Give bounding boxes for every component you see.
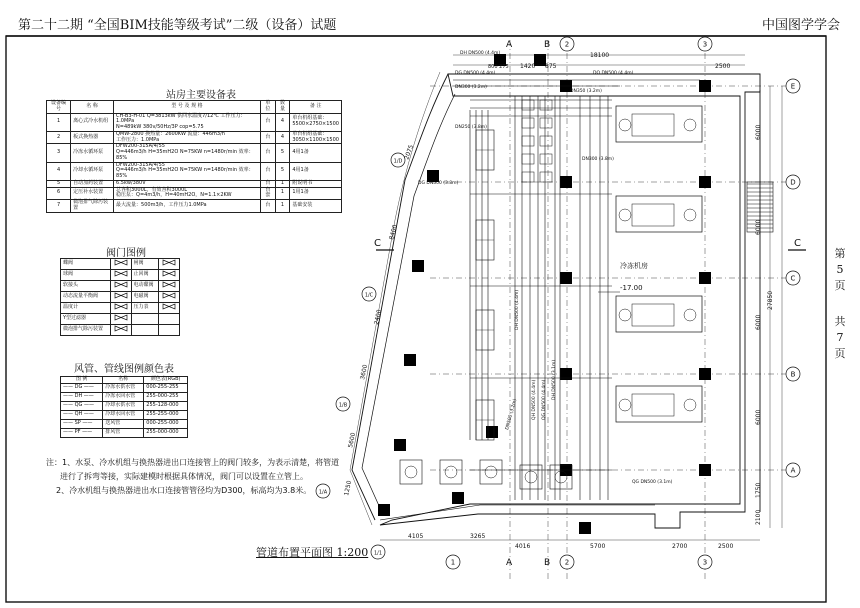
table-cell: 蝶阀 xyxy=(61,259,111,270)
chiller-unit xyxy=(616,106,702,142)
dim-text-right: 2100 xyxy=(755,509,762,525)
grid-bubble-label: 1/C xyxy=(364,292,374,299)
dim-text-right: 27850 xyxy=(767,290,774,310)
table-cell: 4用1备 xyxy=(290,162,342,180)
chiller-unit xyxy=(616,296,702,332)
grid-bubble-label: B xyxy=(790,370,796,379)
grid-bubble-label: 1/B xyxy=(338,402,348,409)
table-row xyxy=(61,270,180,281)
chiller-motor xyxy=(619,309,631,321)
dim-text-right: 6000 xyxy=(755,124,762,140)
chiller-unit xyxy=(616,386,702,422)
structural-column xyxy=(699,80,711,92)
valve-symbol-icon xyxy=(114,270,128,277)
table-cell: 4 xyxy=(275,113,290,131)
table-row xyxy=(61,401,188,410)
table-cell: 4 xyxy=(47,162,71,180)
table-cell: 台 xyxy=(260,200,275,213)
page-indicator xyxy=(832,246,848,362)
pipe-label: QG DN500 (4.4m) xyxy=(542,379,547,420)
dim-text-right: 6000 xyxy=(755,219,762,235)
table-cell: 台 xyxy=(260,113,275,131)
section-marker: A xyxy=(506,558,513,568)
pipe-label: DG DN500 (4.4m) xyxy=(455,71,496,76)
unit-detail xyxy=(485,466,497,478)
table-cell: 自动加药装置 xyxy=(71,180,114,187)
valve-symbol-icon xyxy=(114,259,128,266)
pipe-header-cell: 名称 xyxy=(103,377,144,384)
table-cell: DFW200-315A/4/55 Q=446m3/h H=35mH2O N=75KW n=1480r/min 效率：85% xyxy=(114,162,261,180)
table-cell: 冷却水循环泵 xyxy=(71,162,114,180)
unit-detail xyxy=(405,466,417,478)
table-cell: 闸阀 xyxy=(131,259,159,270)
structural-column xyxy=(412,260,424,272)
chiller-motor xyxy=(619,209,631,221)
water-treatment-unit xyxy=(440,460,462,484)
valve-symbol-icon xyxy=(162,270,176,277)
table-cell: Y型过滤器 xyxy=(61,314,111,325)
table-cell: 压力表 xyxy=(131,303,159,314)
dim-text-top: 800 275 xyxy=(488,64,509,70)
table-cell xyxy=(159,259,180,270)
table-cell: 软接头 xyxy=(61,281,111,292)
table-cell: —— SP —— xyxy=(61,419,103,428)
table-row xyxy=(61,383,188,392)
table-cell xyxy=(159,303,180,314)
table-row xyxy=(47,113,342,131)
table-cell: 板式换热器 xyxy=(71,131,114,144)
unit-detail xyxy=(445,466,457,478)
table-row xyxy=(47,131,342,144)
table-cell: 1 xyxy=(275,187,290,200)
pipe-label: DN300 (3.8m) xyxy=(582,157,614,162)
grid-bubble-label: E xyxy=(790,82,796,91)
pipe-label: QG DN500 (3.1m) xyxy=(632,480,673,485)
table-cell: —— QH —— xyxy=(61,410,103,419)
valve-symbol-icon xyxy=(114,325,128,332)
valve-symbol-icon xyxy=(114,314,128,321)
table-cell: 1 xyxy=(275,200,290,213)
equipment-header-cell: 名 称 xyxy=(71,101,114,114)
table-cell: 台 xyxy=(260,180,275,187)
table-row xyxy=(61,419,188,428)
chiller-motor xyxy=(684,309,696,321)
table-cell: 微泡排气除污装置 xyxy=(61,325,111,336)
grid-bubble-label: 2 xyxy=(564,558,570,567)
chiller-motor xyxy=(684,399,696,411)
structural-column xyxy=(378,504,390,516)
table-cell: QMW-2800 换热量：2600KW 流量：446m3/h 工作压力：1.0MPa xyxy=(114,131,261,144)
table-cell: 4 xyxy=(275,131,290,144)
table-cell: 微泡排气除污装置 xyxy=(71,200,114,213)
valve-symbol-icon xyxy=(114,292,128,299)
pipe-label: DN300 (3.2m) xyxy=(455,85,487,90)
pipe-label: QH DN500 (4.4m) xyxy=(532,379,537,420)
chiller-motor xyxy=(684,209,696,221)
dim-text-bottom: 4105 xyxy=(408,533,424,540)
table-cell: —— QG —— xyxy=(61,401,103,410)
table-cell: —— DG —— xyxy=(61,383,103,392)
table-row xyxy=(47,180,342,187)
section-marker: B xyxy=(544,558,551,568)
dim-text-right: 6000 xyxy=(755,314,762,330)
dim-text-top: 1420 xyxy=(520,63,536,70)
pipe-label: DQ DN500 (4.4m) xyxy=(593,71,634,76)
table-cell: 1 xyxy=(275,180,290,187)
table-cell: —— PF —— xyxy=(61,428,103,437)
dim-text-left: 3600 xyxy=(359,364,370,381)
table-cell xyxy=(110,325,131,336)
equipment-header-cell: 设备编号 xyxy=(47,101,71,114)
note-line: 进行了拆弯等接，实际建模时根据具体情况，阀门可以设置在立管上。 xyxy=(60,472,308,481)
table-cell xyxy=(159,325,180,336)
equipment-table-title: 站房主要设备表 xyxy=(166,90,236,101)
table-cell: 基础安装 xyxy=(290,200,342,213)
table-cell: 温度计 xyxy=(61,303,111,314)
page-number: 第 5 页 xyxy=(834,247,846,292)
table-cell xyxy=(110,270,131,281)
table-cell xyxy=(110,314,131,325)
table-cell xyxy=(110,292,131,303)
organization: 中国图学学会 xyxy=(761,18,840,33)
table-row xyxy=(61,259,180,270)
table-row xyxy=(47,187,342,200)
table-row xyxy=(47,162,342,180)
dim-text-bottom: 4016 xyxy=(515,543,531,550)
note-line: 2、冷水机组与换热器进出水口连接管管径均为D300，标高均为3.8米。 xyxy=(56,486,312,495)
table-cell: 7 xyxy=(47,200,71,213)
elevation-label: -17.00 xyxy=(620,284,643,292)
section-marker: B xyxy=(544,40,551,50)
table-row xyxy=(61,314,180,325)
table-cell: DFW200-315A/4/55 Q=446m3/h H=35mH2O N=75KW n=1480r/min 效率：85% xyxy=(114,144,261,162)
table-cell: 4用1备 xyxy=(290,144,342,162)
table-cell: 6.5kw/380V xyxy=(114,180,261,187)
grid-bubble-label: 1/A xyxy=(318,489,328,496)
chiller-body xyxy=(632,394,674,416)
grid-bubble-label: 1 xyxy=(450,558,456,567)
valve-symbol-icon xyxy=(114,303,128,310)
table-cell: 1 xyxy=(47,113,71,131)
chiller-unit xyxy=(616,196,702,232)
table-cell: 5 xyxy=(275,162,290,180)
table-cell: 送风管 xyxy=(103,419,144,428)
table-row xyxy=(47,144,342,162)
dim-text-left: 8400 xyxy=(388,223,399,241)
chiller-motor xyxy=(619,399,631,411)
dim-text-left: 1250 xyxy=(343,480,354,497)
structural-column xyxy=(560,176,572,188)
valve-legend-title: 阀门图例 xyxy=(106,248,146,259)
pump-unit xyxy=(522,154,534,164)
table-cell: 台 xyxy=(260,131,275,144)
dim-text-bottom: 3265 xyxy=(470,533,486,540)
pump-unit xyxy=(540,136,552,146)
valve-symbol-icon xyxy=(162,259,176,266)
table-cell: 排风管 xyxy=(103,428,144,437)
plan-drawing xyxy=(316,37,806,580)
grid-bubble-label: D xyxy=(790,178,796,187)
pump-unit xyxy=(540,154,552,164)
pump-unit xyxy=(540,100,552,110)
table-cell: CH-B3-H-01 Q=3813kW 供回水温度7/12℃ 工作压力：1.0MPa N=489kW 380v/50Hz/3P cop=5.75 xyxy=(114,113,261,131)
page-total: 共 7 页 xyxy=(834,315,846,360)
exam-title: 第二十二期 “全国BIM技能等级考试”二级（设备）试题 xyxy=(18,18,337,33)
table-cell: 最大流量：500m3/h，工作压力1.0MPa xyxy=(114,200,261,213)
pump-unit xyxy=(522,100,534,110)
table-cell: 冷冻水回水管 xyxy=(103,392,144,401)
table-cell: 离心式冷水机组 xyxy=(71,113,114,131)
table-cell: 5 xyxy=(47,180,71,187)
table-cell: 000-255-000 xyxy=(144,419,188,428)
table-row xyxy=(61,303,180,314)
table-cell: 附说明书 xyxy=(290,180,342,187)
structural-column xyxy=(394,439,406,451)
chiller-body xyxy=(632,204,674,226)
valve-symbol-icon xyxy=(162,303,176,310)
pump-unit xyxy=(540,118,552,128)
table-row xyxy=(61,410,188,419)
note-line: 注：1、水泵、冷水机组与换热器进出口连接管上的阀门较多，为表示清楚，将管道 xyxy=(46,458,340,467)
table-row xyxy=(61,325,180,336)
chiller-motor xyxy=(619,119,631,131)
table-cell: 台 xyxy=(260,144,275,162)
grid-bubble-label: 2 xyxy=(564,40,570,49)
structural-column xyxy=(560,272,572,284)
table-cell xyxy=(159,281,180,292)
table-cell: 定压补水装置 xyxy=(71,187,114,200)
pump-unit xyxy=(522,172,534,182)
table-cell xyxy=(159,270,180,281)
equipment-header-cell: 备 注 xyxy=(290,101,342,114)
table-row xyxy=(61,392,188,401)
structural-column xyxy=(699,272,711,284)
notes xyxy=(46,456,346,498)
pipe-label: DN350 (3.2m) xyxy=(570,89,602,94)
chiller-body xyxy=(632,114,674,136)
table-cell: 255-000-000 xyxy=(144,428,188,437)
table-row xyxy=(61,292,180,303)
dim-text-bottom: 5700 xyxy=(590,543,606,550)
table-cell: 总容积3000L，有效容积3000L 稳压泵：Q=4m3/h，H=40mH2O，N=1.1×2KW xyxy=(114,187,261,200)
pipe-label: DG DN500 (3.8m) xyxy=(418,181,459,186)
pipe-legend-table xyxy=(60,376,188,438)
pump-unit xyxy=(540,172,552,182)
chiller-body xyxy=(632,304,674,326)
pipe-label: DN500 (3.2m) xyxy=(505,398,519,431)
table-cell: 5 xyxy=(275,144,290,162)
table-cell: 3 xyxy=(47,144,71,162)
pipe-header-cell: 图 例 xyxy=(61,377,103,384)
table-cell xyxy=(159,314,180,325)
table-cell: 冷冻水循环泵 xyxy=(71,144,114,162)
grid-bubble-label: 3 xyxy=(702,558,708,567)
section-marker-c: C xyxy=(374,238,381,249)
table-cell xyxy=(110,303,131,314)
structural-column xyxy=(699,176,711,188)
table-cell: 动态流量平衡阀 xyxy=(61,292,111,303)
table-cell: 6 xyxy=(47,187,71,200)
room-label: 冷冻机房 xyxy=(620,262,648,270)
table-cell: 000-255-255 xyxy=(144,383,188,392)
table-row xyxy=(61,281,180,292)
table-cell: 冷冻水供水管 xyxy=(103,383,144,392)
dim-text-top: 18100 xyxy=(590,52,610,59)
water-treatment-unit xyxy=(520,465,542,489)
structural-column xyxy=(404,354,416,366)
structural-column xyxy=(452,492,464,504)
table-row xyxy=(61,428,188,437)
pump-unit xyxy=(522,136,534,146)
dim-text-right: 1750 xyxy=(755,482,762,498)
plan-title: 管道布置平面图 1:200 xyxy=(256,546,369,559)
section-marker: A xyxy=(506,40,513,50)
pipe-label: DN250 (3.8m) xyxy=(455,125,487,130)
table-cell: 电动碟阀 xyxy=(131,281,159,292)
grid-bubble-label: 1/1 xyxy=(373,550,383,557)
pipe-label: DH DN500 (4.4m) xyxy=(515,289,520,330)
table-cell: 电磁阀 xyxy=(131,292,159,303)
equipment-table xyxy=(46,100,342,213)
dim-text-left: 5600 xyxy=(347,432,358,449)
dim-text-right: 6000 xyxy=(755,409,762,425)
pipe-label: DH DN500 (4.4m) xyxy=(460,51,501,56)
pipe-header-cell: 颜色表(RGB) xyxy=(144,377,188,384)
grid-bubble-label: 1/D xyxy=(393,158,403,165)
table-cell: 255-128-000 xyxy=(144,401,188,410)
table-cell xyxy=(131,325,159,336)
equipment-header-cell: 单位 xyxy=(260,101,275,114)
valve-legend-table xyxy=(60,258,180,336)
structural-column xyxy=(699,464,711,476)
table-cell: 球阀 xyxy=(61,270,111,281)
pipe-run xyxy=(380,505,480,520)
table-row xyxy=(47,200,342,213)
equipment-header-cell: 数量 xyxy=(275,101,290,114)
dim-text-left: 2400 xyxy=(373,309,384,326)
table-cell: 1用1备 xyxy=(290,187,342,200)
grid-bubble-label: A xyxy=(790,466,796,475)
table-cell: 止回阀 xyxy=(131,270,159,281)
table-cell: 冷却水回水管 xyxy=(103,410,144,419)
table-cell: 单台机组基础： 3050×1100×1500 xyxy=(290,131,342,144)
equipment-header-cell: 型 号 及 规 格 xyxy=(114,101,261,114)
grid-bubble-label: C xyxy=(790,274,796,283)
dim-text-left: 2075 xyxy=(403,143,416,161)
pipe-label: DH DN500 (3.1m) xyxy=(552,359,557,400)
unit-detail xyxy=(525,471,537,483)
table-cell: —— DH —— xyxy=(61,392,103,401)
valve-symbol-icon xyxy=(162,281,176,288)
table-cell: 冷却水供水管 xyxy=(103,401,144,410)
grid-bubble-label: 3 xyxy=(702,40,708,49)
table-cell: 255-000-255 xyxy=(144,392,188,401)
table-cell xyxy=(131,314,159,325)
table-cell xyxy=(159,292,180,303)
chiller-motor xyxy=(684,119,696,131)
table-cell xyxy=(110,281,131,292)
dim-text-bottom: 2500 xyxy=(718,543,734,550)
table-cell: 255-255-000 xyxy=(144,410,188,419)
table-cell: 台 套 xyxy=(260,187,275,200)
dim-text-top: 875 xyxy=(545,63,557,70)
pipe-legend-title: 风管、管线图例颜色表 xyxy=(74,364,174,375)
structural-column xyxy=(579,522,591,534)
table-cell: 单台机组基础： 5500×2750×1500 xyxy=(290,113,342,131)
table-cell: 台 xyxy=(260,162,275,180)
table-cell: 2 xyxy=(47,131,71,144)
valve-symbol-icon xyxy=(114,281,128,288)
dim-text-top: 2500 xyxy=(715,63,731,70)
building-outline xyxy=(380,74,760,528)
section-marker-c: C xyxy=(794,238,801,249)
pump-unit xyxy=(522,118,534,128)
valve-symbol-icon xyxy=(162,292,176,299)
water-treatment-unit xyxy=(480,460,502,484)
dim-text-bottom: 2700 xyxy=(672,543,688,550)
structural-column xyxy=(699,368,711,380)
water-treatment-unit xyxy=(400,460,422,484)
table-cell xyxy=(110,259,131,270)
